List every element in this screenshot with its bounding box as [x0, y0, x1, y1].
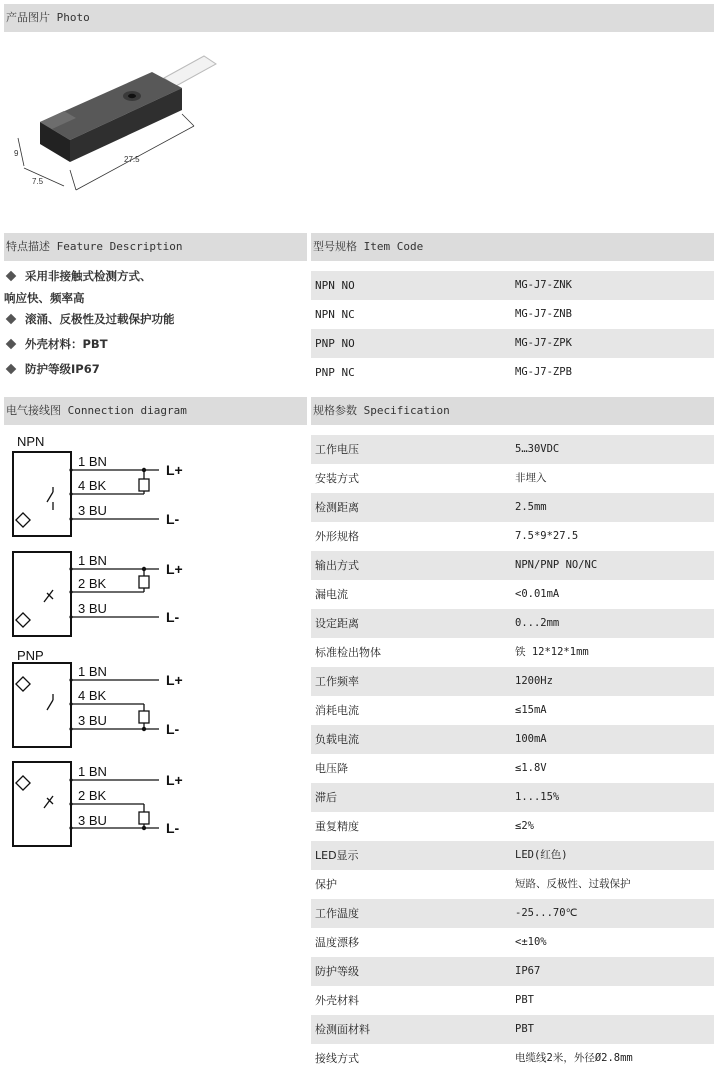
spec-value: MG-J7-ZPK — [515, 337, 572, 349]
plus-terminal-label: L+ — [166, 772, 183, 788]
spec-value: 0...2mm — [515, 617, 560, 629]
wire-label: 1 BN — [78, 764, 107, 779]
spec-value: <±10% — [515, 936, 547, 948]
table-row — [311, 638, 714, 667]
table-row — [311, 725, 714, 754]
wire-label: 4 BK — [78, 478, 107, 493]
spec-value: ≤15mA — [515, 704, 547, 716]
minus-terminal-label: L- — [166, 511, 180, 527]
pnp-label: PNP — [17, 648, 44, 663]
table-row — [311, 667, 714, 696]
table-row — [311, 522, 714, 551]
table-row — [311, 783, 714, 812]
spec-value: 7.5*9*27.5 — [515, 530, 579, 542]
dimension-length: 27.5 — [124, 155, 140, 164]
connection-diagrams — [4, 432, 304, 852]
table-row — [311, 899, 714, 928]
diamond-bullet-icon — [6, 364, 17, 375]
wire-label: 3 BU — [78, 813, 107, 828]
spec-value: 5…30VDC — [515, 443, 560, 455]
spec-section-title: 规格参数 Specification — [313, 404, 450, 417]
spec-label: 负载电流 — [315, 733, 359, 746]
dimension-height: 9 — [14, 149, 19, 158]
spec-label: NPN NC — [315, 308, 355, 321]
wire-label: 2 BK — [78, 788, 107, 803]
table-row — [311, 1015, 714, 1044]
spec-value: MG-J7-ZNK — [515, 279, 572, 291]
connection-section-title: 电气接线图 Connection diagram — [6, 404, 187, 417]
spec-label: 防护等级 — [315, 965, 359, 978]
connection-section-header — [4, 397, 307, 425]
spec-label: 外形规格 — [315, 530, 359, 543]
spec-label: 保护 — [315, 878, 337, 891]
spec-value: 短路、反极性、过载保护 — [515, 878, 631, 890]
feature-item: 采用非接触式检测方式、 — [6, 268, 152, 284]
spec-label: 外壳材料 — [315, 994, 359, 1007]
spec-label: 消耗电流 — [315, 704, 359, 717]
spec-label: NPN NO — [315, 279, 355, 292]
photo-section-title: 产品图片 Photo — [6, 11, 90, 24]
item-code-section-header — [311, 233, 714, 261]
spec-value: ≤2% — [515, 820, 534, 832]
spec-label: 标准检出物体 — [315, 646, 381, 659]
wire-label: 1 BN — [78, 553, 107, 568]
spec-value: 铁 12*12*1mm — [515, 646, 589, 658]
spec-label: 检测面材料 — [315, 1023, 370, 1036]
item-code-section-title: 型号规格 Item Code — [313, 240, 424, 253]
spec-label: 工作电压 — [315, 443, 359, 456]
spec-label: 输出方式 — [315, 559, 359, 572]
spec-value: <0.01mA — [515, 588, 560, 600]
table-row — [311, 754, 714, 783]
feature-item-continued: 响应快、频率高 — [4, 291, 85, 305]
spec-value: NPN/PNP NO/NC — [515, 559, 598, 571]
table-row — [311, 435, 714, 464]
spec-label: 重复精度 — [315, 820, 359, 833]
spec-label: LED显示 — [315, 849, 359, 862]
minus-terminal-label: L- — [166, 721, 180, 737]
table-row — [311, 870, 714, 899]
wire-label: 4 BK — [78, 688, 107, 703]
spec-value: PBT — [515, 994, 534, 1006]
dimension-width: 7.5 — [32, 177, 44, 186]
spec-value: -25...70℃ — [515, 907, 578, 919]
spec-label: 安装方式 — [315, 472, 359, 485]
plus-terminal-label: L+ — [166, 672, 183, 688]
table-row — [311, 493, 714, 522]
spec-value: ≤1.8V — [515, 762, 547, 774]
table-row — [311, 358, 714, 387]
minus-terminal-label: L- — [166, 820, 180, 836]
table-row — [311, 696, 714, 725]
table-row — [311, 464, 714, 493]
spec-value: MG-J7-ZPB — [515, 366, 572, 378]
table-row — [311, 271, 714, 300]
photo-section-header — [4, 4, 714, 32]
wire-label: 3 BU — [78, 601, 107, 616]
wire-label: 3 BU — [78, 503, 107, 518]
spec-value: 2.5mm — [515, 501, 547, 513]
wire-label: 1 BN — [78, 454, 107, 469]
spec-value: 1...15% — [515, 791, 560, 803]
spec-value: 非埋入 — [515, 472, 547, 484]
spec-label: 工作频率 — [315, 675, 359, 688]
wire-label: 3 BU — [78, 713, 107, 728]
feature-section-header — [4, 233, 307, 261]
table-row — [311, 928, 714, 957]
product-photo — [4, 44, 234, 214]
npn-label: NPN — [17, 434, 45, 449]
spec-label: 工作温度 — [315, 907, 359, 920]
spec-value: 1200Hz — [515, 675, 553, 687]
plus-terminal-label: L+ — [166, 561, 183, 577]
spec-label: PNP NC — [315, 366, 355, 379]
table-row — [311, 580, 714, 609]
spec-label: 接线方式 — [315, 1052, 359, 1065]
table-row — [311, 1044, 714, 1073]
spec-label: 电压降 — [315, 762, 348, 775]
diamond-bullet-icon — [6, 271, 17, 282]
table-row — [311, 551, 714, 580]
spec-value: PBT — [515, 1023, 534, 1035]
spec-value: 电缆线2米，外径Ø2.8mm — [515, 1052, 633, 1064]
spec-label: 滞后 — [315, 791, 337, 804]
spec-value: MG-J7-ZNB — [515, 308, 572, 320]
spec-value: IP67 — [515, 965, 541, 977]
spec-section-header — [311, 397, 714, 425]
feature-item: 防护等级IP67 — [6, 361, 100, 377]
feature-item: 滚涌、反极性及过载保护功能 — [6, 311, 175, 327]
item-code-table — [311, 271, 714, 387]
diamond-bullet-icon — [6, 314, 17, 325]
table-row — [311, 812, 714, 841]
table-row — [311, 957, 714, 986]
spec-label: 漏电流 — [315, 588, 348, 601]
table-row — [311, 841, 714, 870]
table-row — [311, 609, 714, 638]
feature-section-title: 特点描述 Feature Description — [6, 240, 183, 253]
plus-terminal-label: L+ — [166, 462, 183, 478]
wire-label: 2 BK — [78, 576, 107, 591]
feature-item: 外壳材料：PBT — [6, 336, 108, 352]
spec-value: LED(红色) — [515, 849, 568, 861]
spec-label: PNP NO — [315, 337, 355, 350]
minus-terminal-label: L- — [166, 609, 180, 625]
table-row — [311, 329, 714, 358]
diamond-bullet-icon — [6, 339, 17, 350]
table-row — [311, 986, 714, 1015]
spec-label: 设定距离 — [315, 617, 359, 630]
table-row — [311, 300, 714, 329]
spec-table — [311, 435, 714, 1073]
spec-value: 100mA — [515, 733, 547, 745]
wire-label: 1 BN — [78, 664, 107, 679]
spec-label: 温度漂移 — [315, 936, 359, 949]
spec-label: 检测距离 — [315, 501, 359, 514]
